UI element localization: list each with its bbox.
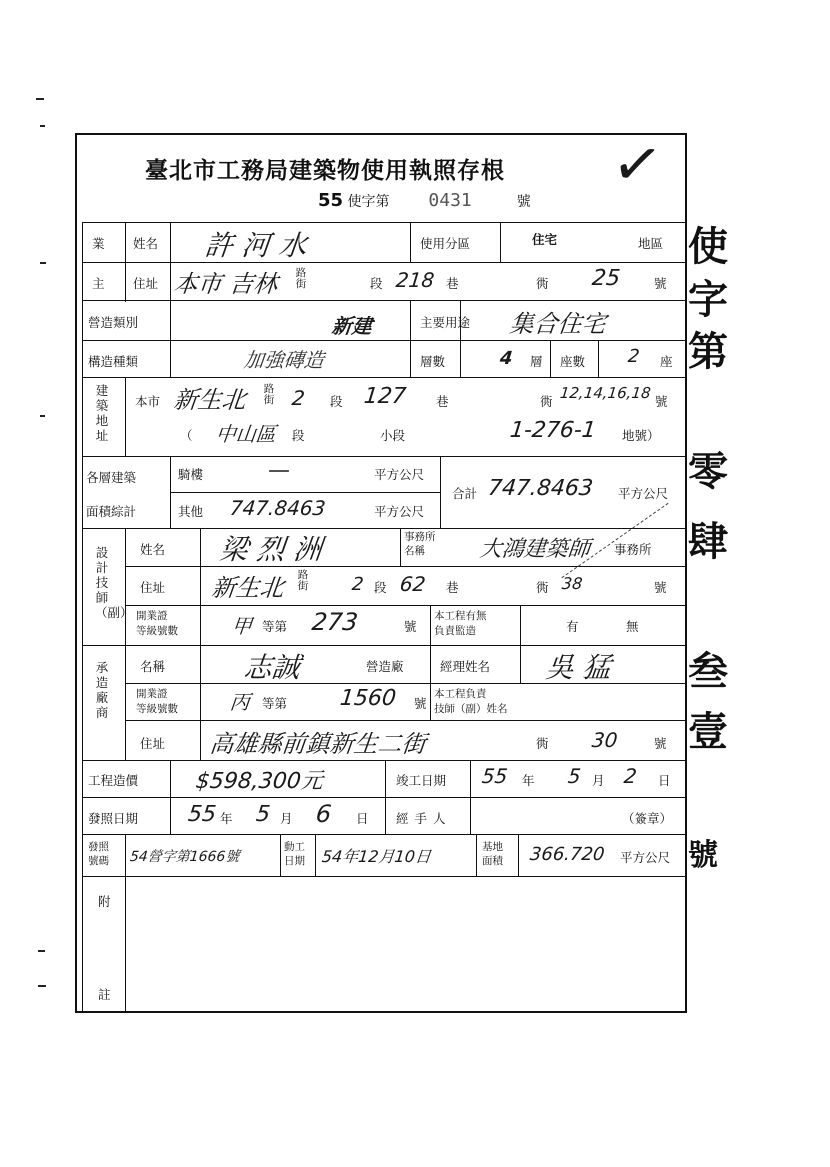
architect-license-label-2: 等級號數	[136, 625, 178, 637]
owner-addr-city: 本市 吉林	[172, 270, 279, 298]
zone-value: 住宅	[532, 232, 558, 247]
total-area-value: 747.8463	[486, 476, 595, 501]
grid-line	[82, 262, 686, 263]
completion-month-unit: 月	[592, 773, 605, 788]
grid-line	[598, 340, 599, 377]
grid-line	[200, 528, 201, 760]
contractor-name-label: 名稱	[140, 659, 166, 674]
permit-suffix: 號	[516, 194, 531, 210]
grid-line	[125, 834, 126, 876]
margin-char: 壹	[688, 708, 728, 755]
grid-line	[315, 834, 316, 876]
remarks-label-top: 附	[98, 894, 111, 909]
issue-day-unit: 日	[356, 811, 369, 826]
architect-addr-lane-value: 62	[398, 572, 427, 596]
owner-address-label: 住址	[133, 276, 159, 291]
issue-label: 發照日期	[88, 811, 139, 826]
owner-addr-number-value: 25	[590, 266, 622, 291]
cost-value: $598,300元	[194, 769, 325, 794]
main-use-value: 集合住宅	[508, 310, 608, 338]
grid-line	[82, 222, 686, 223]
completion-day-unit: 日	[658, 773, 671, 788]
grid-line	[476, 834, 477, 876]
architect-addr-section-unit: 段	[374, 580, 387, 595]
architect-addr-alley-label: 衖	[536, 580, 549, 595]
arcade-unit: 平方公尺	[374, 467, 425, 482]
build-permit-value: 54營字第1666號	[129, 849, 241, 865]
site-number-value: 12,14,16,18	[559, 384, 652, 402]
supervise-label-1: 本工程有無	[434, 610, 487, 622]
grid-line	[125, 566, 686, 567]
office-label-2: 名稱	[404, 545, 425, 557]
grid-line	[82, 222, 83, 1012]
site-lane-value: 127	[362, 384, 408, 409]
grid-line	[518, 834, 519, 876]
site-lane-unit: 巷	[436, 394, 449, 409]
completion-year-unit: 年	[522, 773, 535, 788]
other-area-unit: 平方公尺	[374, 504, 425, 519]
supervise-yes: 有	[566, 619, 579, 634]
grid-line	[170, 492, 440, 493]
handler-label: 經手人	[396, 811, 452, 826]
architect-license-suffix: 號	[404, 619, 417, 634]
arcade-label: 騎樓	[178, 467, 204, 482]
issue-year: 55	[186, 802, 218, 827]
grid-line	[82, 377, 686, 378]
grid-line	[170, 262, 171, 300]
grid-line	[125, 605, 686, 606]
grid-line	[82, 834, 686, 835]
construction-type-value: 新建	[330, 314, 374, 338]
architect-license-mid: 等第	[262, 619, 288, 634]
architect-name-label: 姓名	[140, 542, 166, 557]
site-district-unit: 段	[292, 428, 305, 443]
other-area-value: 747.8463	[228, 496, 327, 520]
margin-char: 肆	[688, 518, 728, 565]
site-city-label: 本市	[135, 394, 161, 409]
total-area-label: 合計	[452, 486, 478, 501]
floors-unit: 層	[530, 354, 543, 369]
contractor-license-mid: 等第	[262, 696, 288, 711]
grid-line	[400, 528, 401, 566]
completion-month: 5	[566, 764, 582, 788]
grid-line	[125, 377, 126, 456]
contractor-section-label: 承造廠商	[95, 660, 109, 720]
owner-name-label: 姓名	[133, 236, 159, 251]
permit-prefix: 使字第	[347, 194, 390, 210]
owner-addr-lane-label: 巷	[446, 276, 459, 291]
contractor-name-suffix: 營造廠	[366, 659, 404, 674]
owner-addr-road-label: 路街	[295, 267, 307, 290]
issue-day: 6	[314, 800, 333, 828]
manager-label: 經理姓名	[440, 659, 491, 674]
contractor-addr-street-label: 衖	[536, 736, 549, 751]
site-road-value: 新生北	[172, 386, 248, 414]
area-label-line2: 面積綜計	[86, 504, 137, 519]
remarks-label-bottom: 註	[98, 987, 111, 1002]
architect-addr-section-value: 2	[350, 574, 365, 595]
grid-line	[125, 720, 686, 721]
architect-license-grade: 甲	[230, 614, 254, 638]
contractor-license-number: 1560	[338, 686, 398, 711]
permit-form	[75, 133, 687, 1013]
base-area-value: 366.720	[528, 844, 606, 865]
contractor-license-label-2: 等級號數	[136, 703, 178, 715]
grid-line	[82, 528, 686, 529]
office-suffix: 事務所	[614, 542, 652, 557]
grid-line	[520, 645, 521, 683]
architect-license-number: 273	[310, 608, 360, 636]
margin-char: 零	[688, 448, 728, 495]
architect-name-value: 梁 烈 洲	[218, 533, 324, 566]
grid-line	[125, 876, 126, 1012]
construction-type-label: 營造類別	[88, 315, 139, 330]
contractor-license-grade: 丙	[228, 690, 252, 714]
architect-section-label: 設計技師（副）	[95, 545, 133, 620]
start-label-2: 日期	[284, 855, 305, 867]
issue-month-unit: 月	[280, 811, 293, 826]
owner-addr-lane-value: 218	[394, 268, 436, 292]
grid-line	[125, 528, 126, 760]
grid-line	[170, 456, 171, 528]
check-mark: ✓	[607, 126, 667, 204]
site-paren-open: （	[180, 428, 193, 443]
grid-line	[470, 760, 471, 834]
architect-addr-number-unit: 號	[654, 580, 667, 595]
manager-value: 吳 猛	[544, 651, 613, 684]
grid-line	[125, 222, 126, 302]
site-alley-label: 衖	[540, 394, 553, 409]
other-area-label: 其他	[178, 504, 204, 519]
office-value: 大鴻建築師	[478, 537, 592, 562]
owner-addr-street-label: 衖	[536, 276, 549, 291]
arcade-value: —	[266, 458, 292, 483]
site-number-unit: 號	[655, 394, 668, 409]
zone-label: 使用分區	[420, 236, 471, 251]
margin-char: 號	[688, 838, 718, 873]
grid-line	[82, 456, 686, 457]
grid-line	[170, 300, 171, 377]
grid-line	[440, 456, 441, 528]
architect-addr-number-value: 38	[561, 574, 584, 593]
tech-label-2: 技師（副）姓名	[434, 703, 508, 715]
grid-line	[170, 760, 171, 834]
architect-license-label-1: 開業證	[136, 610, 168, 622]
document-title: 臺北市工務局建築物使用執照存根	[145, 158, 505, 184]
margin-char: 字	[688, 276, 728, 323]
buildings-label: 座數	[560, 354, 586, 369]
scan-mark	[38, 950, 45, 952]
grid-line	[280, 834, 281, 876]
contractor-license-suffix: 號	[414, 696, 427, 711]
contractor-addr-number-value: 30	[590, 728, 619, 752]
grid-line	[82, 760, 686, 761]
owner-section-label-top: 業	[92, 236, 105, 251]
total-area-unit: 平方公尺	[618, 486, 669, 501]
issue-year-unit: 年	[220, 811, 233, 826]
grid-line	[385, 760, 386, 834]
grid-line	[82, 797, 686, 798]
office-label-1: 事務所	[404, 531, 436, 543]
site-lot-unit: 地號）	[622, 428, 660, 443]
architect-address-label: 住址	[140, 580, 166, 595]
grid-line	[430, 645, 431, 683]
scan-mark	[36, 98, 44, 100]
base-area-label-1: 基地	[482, 841, 503, 853]
scan-mark	[40, 125, 45, 127]
grid-line	[82, 300, 686, 301]
start-label-1: 動工	[284, 841, 305, 853]
owner-section-label-bottom: 主	[92, 276, 105, 291]
grid-line	[550, 340, 551, 377]
floors-value: 4	[498, 348, 514, 369]
supervise-no: 無	[626, 619, 639, 634]
grid-line	[430, 683, 431, 720]
floors-label: 層數	[420, 354, 446, 369]
base-area-label-2: 面積	[482, 855, 503, 867]
contractor-address-label: 住址	[140, 736, 166, 751]
architect-addr-road-value: 新生北	[210, 574, 286, 602]
site-district-value: 中山區	[214, 422, 278, 446]
build-permit-label-1: 發照	[88, 841, 109, 853]
architect-addr-lane-unit: 巷	[446, 580, 459, 595]
sign-label: （簽章）	[622, 811, 673, 826]
build-permit-label-2: 號碼	[88, 855, 109, 867]
site-section-value: 2	[290, 386, 306, 410]
site-section-unit: 段	[330, 394, 343, 409]
area-label-line1: 各層建築	[86, 470, 137, 485]
grid-line	[170, 222, 171, 262]
permit-year: 55	[318, 190, 344, 211]
contractor-license-label-1: 開業證	[136, 688, 168, 700]
tech-label-1: 本工程負責	[434, 688, 487, 700]
scan-mark	[40, 262, 46, 264]
grid-line	[410, 300, 411, 377]
site-section-label: 建築地址	[95, 383, 109, 443]
contractor-addr-number-label: 號	[654, 736, 667, 751]
structure-type-label: 構造種類	[88, 354, 139, 369]
margin-char: 叁	[688, 648, 728, 695]
grid-line	[460, 300, 461, 377]
owner-addr-number-label: 號	[654, 276, 667, 291]
grid-line	[500, 222, 501, 262]
grid-line	[82, 340, 686, 341]
completion-day: 2	[622, 764, 638, 788]
supervise-label-2: 負責監造	[434, 625, 476, 637]
scan-mark	[38, 985, 46, 987]
base-area-unit: 平方公尺	[620, 850, 671, 865]
completion-label: 竣工日期	[396, 773, 447, 788]
grid-line	[82, 876, 686, 877]
owner-addr-section-label: 段	[370, 276, 383, 291]
issue-month: 5	[254, 802, 272, 827]
margin-char: 使	[688, 223, 728, 270]
grid-line	[410, 222, 411, 262]
cost-label: 工程造價	[88, 773, 139, 788]
start-value: 54年12月10日	[320, 847, 432, 866]
structure-type-value: 加強磚造	[242, 348, 326, 372]
site-subsection-label: 小段	[380, 428, 406, 443]
scan-mark	[40, 415, 45, 417]
completion-year: 55	[480, 764, 509, 788]
architect-addr-road-label: 路街	[297, 569, 309, 592]
permit-number: 0431	[428, 190, 472, 211]
buildings-value: 2	[626, 346, 641, 367]
grid-line	[520, 605, 521, 645]
grid-line	[430, 605, 431, 645]
site-road-label: 路街	[263, 383, 275, 406]
buildings-unit: 座	[660, 354, 673, 369]
contractor-name-value: 志誠	[242, 651, 302, 684]
margin-char: 第	[688, 328, 728, 375]
owner-name-value: 許 河 水	[203, 229, 309, 262]
main-use-label: 主要用途	[420, 315, 471, 330]
site-lot-value: 1-276-1	[508, 418, 598, 443]
contractor-address-value: 高雄縣前鎮新生二街	[208, 730, 428, 758]
zone-suffix: 地區	[638, 236, 664, 251]
